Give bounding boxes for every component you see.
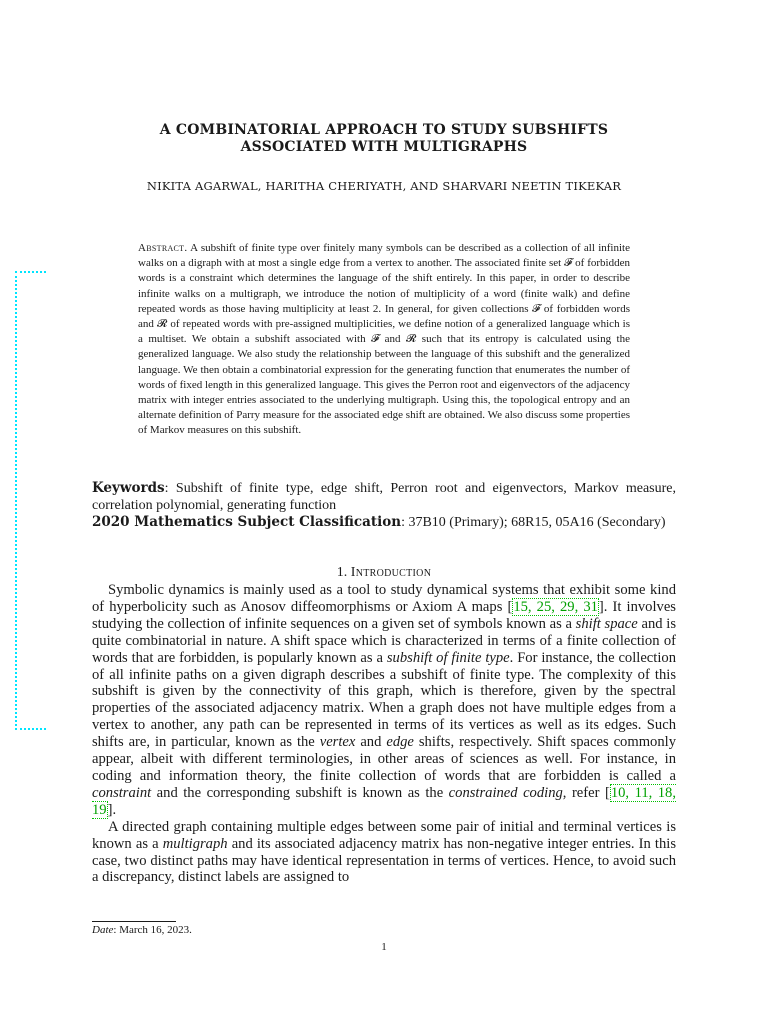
paragraph-2 xyxy=(92,819,676,887)
text-run: and the corresponding subshift is known as the xyxy=(151,784,449,801)
section-number: 1. xyxy=(336,565,348,580)
msc xyxy=(92,514,676,531)
abstract-label: Abstract. xyxy=(138,242,188,254)
text-run: and xyxy=(355,734,387,751)
abstract xyxy=(138,241,630,439)
date-footnote xyxy=(92,924,192,936)
text-run: A directed graph containing multiple edges between some pair of initial and terminal vertices is known as a xyxy=(92,818,676,852)
link-highlight-box[interactable] xyxy=(15,271,46,730)
page-number: 1 xyxy=(381,941,387,953)
text-run: ]. It involves studying the collection of infinite sequences on a given set of symbols known as a xyxy=(92,598,676,632)
text-run: ]. xyxy=(107,801,117,818)
emphasis: multigraph xyxy=(162,835,228,852)
msc-label: 2020 Mathematics Subject Classification xyxy=(92,514,402,531)
msc-text: : 37B10 (Primary); 68R15, 05A16 (Secondary) xyxy=(401,515,666,531)
footnote-text: : March 16, 2023. xyxy=(113,924,192,936)
emphasis: shift space xyxy=(575,615,638,632)
title-line-2: ASSOCIATED WITH MULTIGRAPHS xyxy=(240,139,528,155)
keywords-block xyxy=(92,480,676,532)
emphasis: subshift of finite type xyxy=(386,649,510,666)
abstract-text: A subshift of finite type over finitely many symbols can be described as a collection of all infinite walks on a digraph with at most a single edge from a vertex to another. The associated finite set 𝓕 of forbidden words is a constraint which determines the language of the shift entirely. In this paper, in order to describe infinite walks on a multigraph, we introduce the notion of multiplicity of a word (finite walk) and define repeated words as those having multiplicity at least 2. In general, for given collections 𝓕 of forbidden words and 𝓡 of repeated words with pre-assigned multiplicities, we define notion of a generalized language which is a multiset. We obtain a subshift associated with 𝓕 and 𝓡 such that its entropy is calculated using the generalized language. We also study the relationship between the language of this subshift and the generalized language. We then obtain a combinatorial expression for the generating function that enumerates the number of words of fixed length in this generalized language. This gives the Perron root and eigenvectors of the adjacency matrix with integer entries associated to the underlying multigraph. Using this, the topological entropy and an alternate definition of Parry measure for the associated edge shift are obtained. We also discuss some properties of Markov measures on this subshift. xyxy=(138,242,630,437)
text-run: Symbolic dynamics is mainly used as a tool to study dynamical systems that exhibit some kind of hyperbolicity such as Anosov diffeomorphisms or Axiom A maps [ xyxy=(92,582,676,615)
text-run: and its associated adjacency matrix has non-negative integer entries. In this case, two distinct paths may have identical representation in terms of vertices. Hence, to avoid such a discrepancy, distinct labels are assigned to xyxy=(92,835,676,886)
emphasis: vertex xyxy=(319,734,356,751)
keywords-label: Keywords xyxy=(92,480,165,496)
paragraph-1 xyxy=(92,582,676,819)
text-run: shifts, respectively. Shift spaces commonly appear, albeit with different terminologies, in other areas of sciences as well. For instance, in coding and information theory, the finite collection of words that are forbidden is called a xyxy=(92,734,676,784)
section-title: Introduction xyxy=(350,565,432,580)
author-list: NIKITA AGARWAL, HARITHA CHERIYATH, AND SHARVARI NEETIN TIKEKAR xyxy=(146,179,622,193)
paper-title xyxy=(92,122,676,156)
section-heading xyxy=(92,565,676,581)
footnote-rule xyxy=(92,921,176,922)
emphasis: constrained coding xyxy=(448,784,563,801)
footnote-label: Date xyxy=(92,924,114,936)
citation-link[interactable]: 10, 11, 18, 19 xyxy=(92,784,676,818)
text-run: . For instance, the collection of all infinite paths on a given digraph describes a subshift of finite type. The complexity of this subshift is given by the connectivity of this graph, which is therefore, given by the spectral properties of the associated adjacency matrix. When a graph does not have multiple edges from a vertex to another, any path can be represented in terms of its vertices as well as its edges. Such shifts are, in particular, known as the xyxy=(92,649,676,751)
keywords-text: : Subshift of finite type, edge shift, Perron root and eigenvectors, Markov measure, correlation polynomial, generating function xyxy=(92,481,676,514)
text-run: and is quite combinatorial in nature. A shift space which is characterized in terms of a finite collection of words that are forbidden, is popularly known as a xyxy=(92,615,676,666)
text-run: , refer [ xyxy=(562,784,610,801)
emphasis: edge xyxy=(386,734,414,751)
citation-link[interactable]: 15, 25, 29, 31 xyxy=(513,598,598,615)
keywords xyxy=(92,480,676,514)
emphasis: constraint xyxy=(92,784,152,801)
title-line-1: A COMBINATORIAL APPROACH TO STUDY SUBSHIFTS xyxy=(159,122,609,138)
body-text xyxy=(92,582,676,886)
